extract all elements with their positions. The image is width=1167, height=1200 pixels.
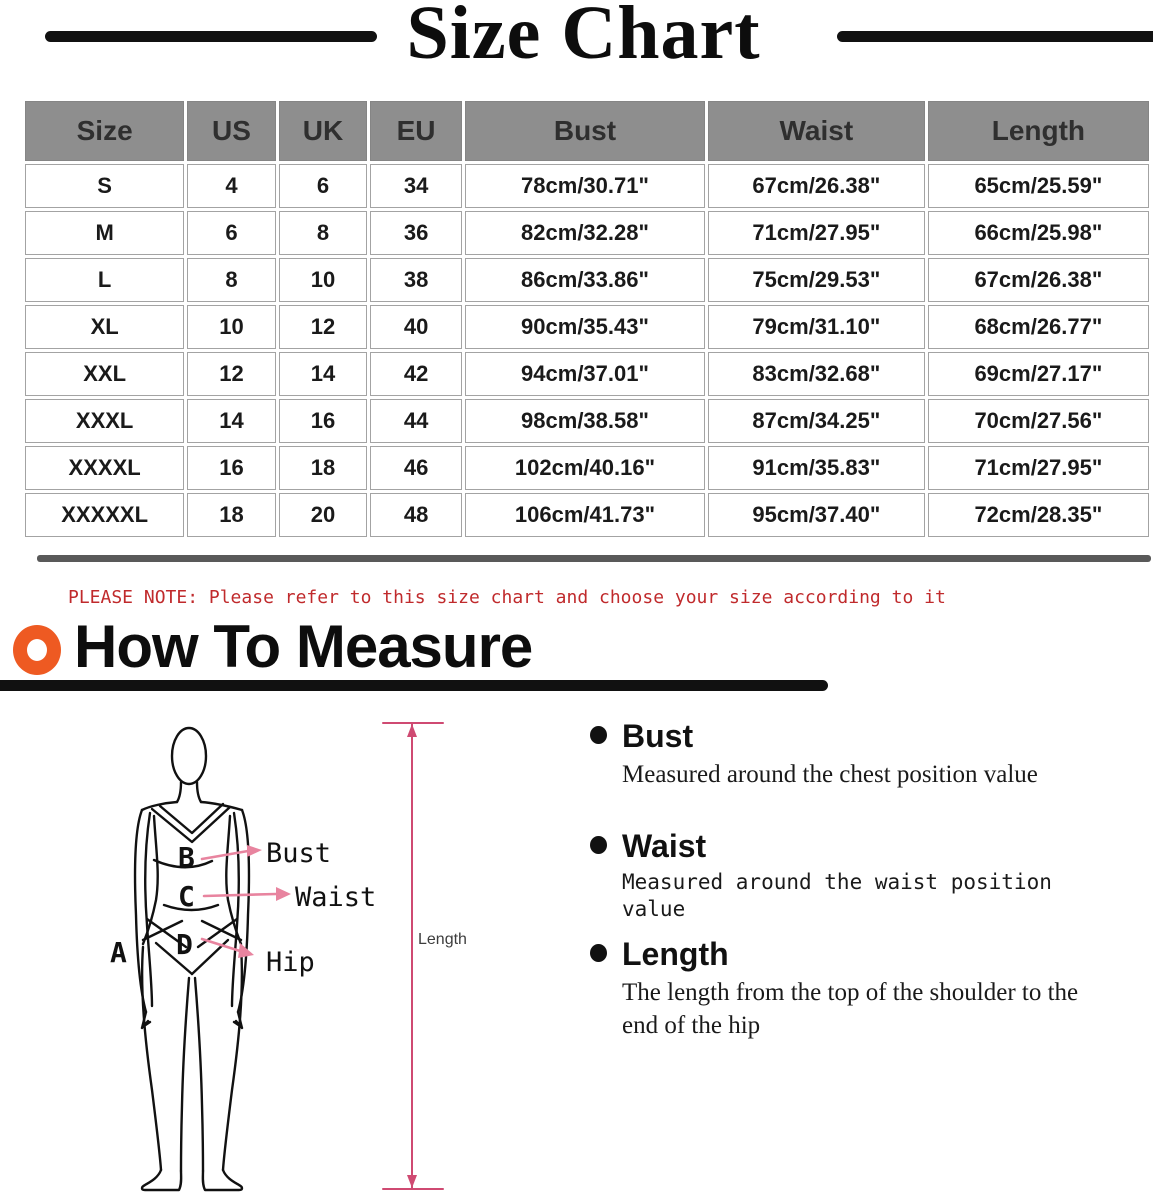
heading-underline bbox=[0, 680, 828, 691]
column-header: US bbox=[187, 101, 275, 161]
table-cell: 6 bbox=[279, 164, 367, 208]
bust-arrow bbox=[202, 851, 248, 859]
table-cell: 40 bbox=[370, 305, 462, 349]
table-cell: 14 bbox=[187, 399, 275, 443]
body-measurement-diagram bbox=[90, 710, 480, 1200]
table-row bbox=[25, 493, 1149, 537]
measure-item-label: Waist bbox=[622, 828, 707, 864]
measure-item-length bbox=[588, 936, 1128, 1042]
figure-letter-b: B bbox=[178, 841, 195, 874]
table-cell: 44 bbox=[370, 399, 462, 443]
size-table-container bbox=[22, 98, 1152, 540]
measure-item-label: Bust bbox=[622, 718, 694, 754]
table-cell: 8 bbox=[279, 211, 367, 255]
table-cell: XXXL bbox=[25, 399, 184, 443]
table-cell: 46 bbox=[370, 446, 462, 490]
hip-arrow bbox=[202, 939, 240, 951]
measure-item-bust bbox=[588, 718, 1128, 792]
table-cell: 98cm/38.58" bbox=[465, 399, 705, 443]
column-header: UK bbox=[279, 101, 367, 161]
table-cell: 79cm/31.10" bbox=[708, 305, 925, 349]
column-header: Waist bbox=[708, 101, 925, 161]
figure-letter-d: D bbox=[176, 928, 193, 961]
page-title: Size Chart bbox=[406, 0, 761, 75]
table-cell: 70cm/27.56" bbox=[928, 399, 1149, 443]
table-cell: 106cm/41.73" bbox=[465, 493, 705, 537]
table-row bbox=[25, 164, 1149, 208]
table-cell: 12 bbox=[279, 305, 367, 349]
size-table-body bbox=[25, 164, 1149, 537]
table-cell: XXL bbox=[25, 352, 184, 396]
table-cell: 72cm/28.35" bbox=[928, 493, 1149, 537]
table-cell: 67cm/26.38" bbox=[928, 258, 1149, 302]
column-header: Bust bbox=[465, 101, 705, 161]
table-cell: 82cm/32.28" bbox=[465, 211, 705, 255]
table-cell: 36 bbox=[370, 211, 462, 255]
table-cell: 78cm/30.71" bbox=[465, 164, 705, 208]
please-note-text: PLEASE NOTE: Please refer to this size chart and choose your size according to it bbox=[68, 587, 946, 608]
table-cell: S bbox=[25, 164, 184, 208]
column-header: Length bbox=[928, 101, 1149, 161]
table-header-row bbox=[25, 101, 1149, 161]
table-cell: XXXXXL bbox=[25, 493, 184, 537]
table-cell: 94cm/37.01" bbox=[465, 352, 705, 396]
table-cell: 12 bbox=[187, 352, 275, 396]
table-cell: 66cm/25.98" bbox=[928, 211, 1149, 255]
table-cell: 34 bbox=[370, 164, 462, 208]
ring-icon bbox=[13, 625, 61, 675]
table-row bbox=[25, 446, 1149, 490]
figure-letter-a: A bbox=[110, 936, 127, 969]
measure-item-label: Length bbox=[622, 936, 729, 972]
table-cell: 86cm/33.86" bbox=[465, 258, 705, 302]
table-cell: 38 bbox=[370, 258, 462, 302]
table-cell: 42 bbox=[370, 352, 462, 396]
table-cell: 102cm/40.16" bbox=[465, 446, 705, 490]
bust-pointer-label: Bust bbox=[266, 838, 332, 869]
figure-head bbox=[172, 728, 206, 784]
bullet-icon bbox=[590, 726, 607, 744]
table-cell: 90cm/35.43" bbox=[465, 305, 705, 349]
table-cell: 68cm/26.77" bbox=[928, 305, 1149, 349]
bullet-icon bbox=[590, 944, 607, 962]
table-cell: 4 bbox=[187, 164, 275, 208]
table-cell: 71cm/27.95" bbox=[708, 211, 925, 255]
measure-item-description: Measured around the chest position value bbox=[622, 761, 1038, 788]
size-table-head bbox=[25, 101, 1149, 161]
table-row bbox=[25, 211, 1149, 255]
table-row bbox=[25, 305, 1149, 349]
waist-arrow bbox=[204, 894, 276, 896]
table-cell: XXXXL bbox=[25, 446, 184, 490]
hip-pointer-label: Hip bbox=[266, 947, 315, 978]
table-cell: 71cm/27.95" bbox=[928, 446, 1149, 490]
table-cell: M bbox=[25, 211, 184, 255]
table-cell: 83cm/32.68" bbox=[708, 352, 925, 396]
table-row bbox=[25, 352, 1149, 396]
bullet-icon bbox=[590, 836, 607, 854]
table-cell: 65cm/25.59" bbox=[928, 164, 1149, 208]
table-cell: L bbox=[25, 258, 184, 302]
how-to-measure-heading: How To Measure bbox=[74, 613, 533, 680]
size-table bbox=[22, 98, 1152, 540]
table-cell: 18 bbox=[187, 493, 275, 537]
table-cell: 91cm/35.83" bbox=[708, 446, 925, 490]
table-cell: 18 bbox=[279, 446, 367, 490]
column-header: EU bbox=[370, 101, 462, 161]
table-cell: 95cm/37.40" bbox=[708, 493, 925, 537]
table-cell: 67cm/26.38" bbox=[708, 164, 925, 208]
measure-item-description: Measured around the waist position value bbox=[622, 870, 1052, 922]
table-cell: 10 bbox=[279, 258, 367, 302]
table-cell: 69cm/27.17" bbox=[928, 352, 1149, 396]
table-cell: 10 bbox=[187, 305, 275, 349]
table-bottom-rule bbox=[37, 555, 1151, 562]
table-cell: XL bbox=[25, 305, 184, 349]
table-cell: 48 bbox=[370, 493, 462, 537]
table-row bbox=[25, 399, 1149, 443]
table-cell: 6 bbox=[187, 211, 275, 255]
table-cell: 75cm/29.53" bbox=[708, 258, 925, 302]
column-header: Size bbox=[25, 101, 184, 161]
measure-item-waist bbox=[588, 828, 1128, 924]
table-cell: 20 bbox=[279, 493, 367, 537]
waist-pointer-label: Waist bbox=[295, 882, 377, 913]
figure-letter-c: C bbox=[178, 880, 195, 913]
measure-item-description: The length from the top of the shoulder to the end of the hip bbox=[622, 979, 1079, 1039]
table-row bbox=[25, 258, 1149, 302]
table-cell: 14 bbox=[279, 352, 367, 396]
table-cell: 16 bbox=[279, 399, 367, 443]
length-measure-label: Length bbox=[418, 931, 467, 948]
table-cell: 8 bbox=[187, 258, 275, 302]
table-cell: 87cm/34.25" bbox=[708, 399, 925, 443]
table-cell: 16 bbox=[187, 446, 275, 490]
